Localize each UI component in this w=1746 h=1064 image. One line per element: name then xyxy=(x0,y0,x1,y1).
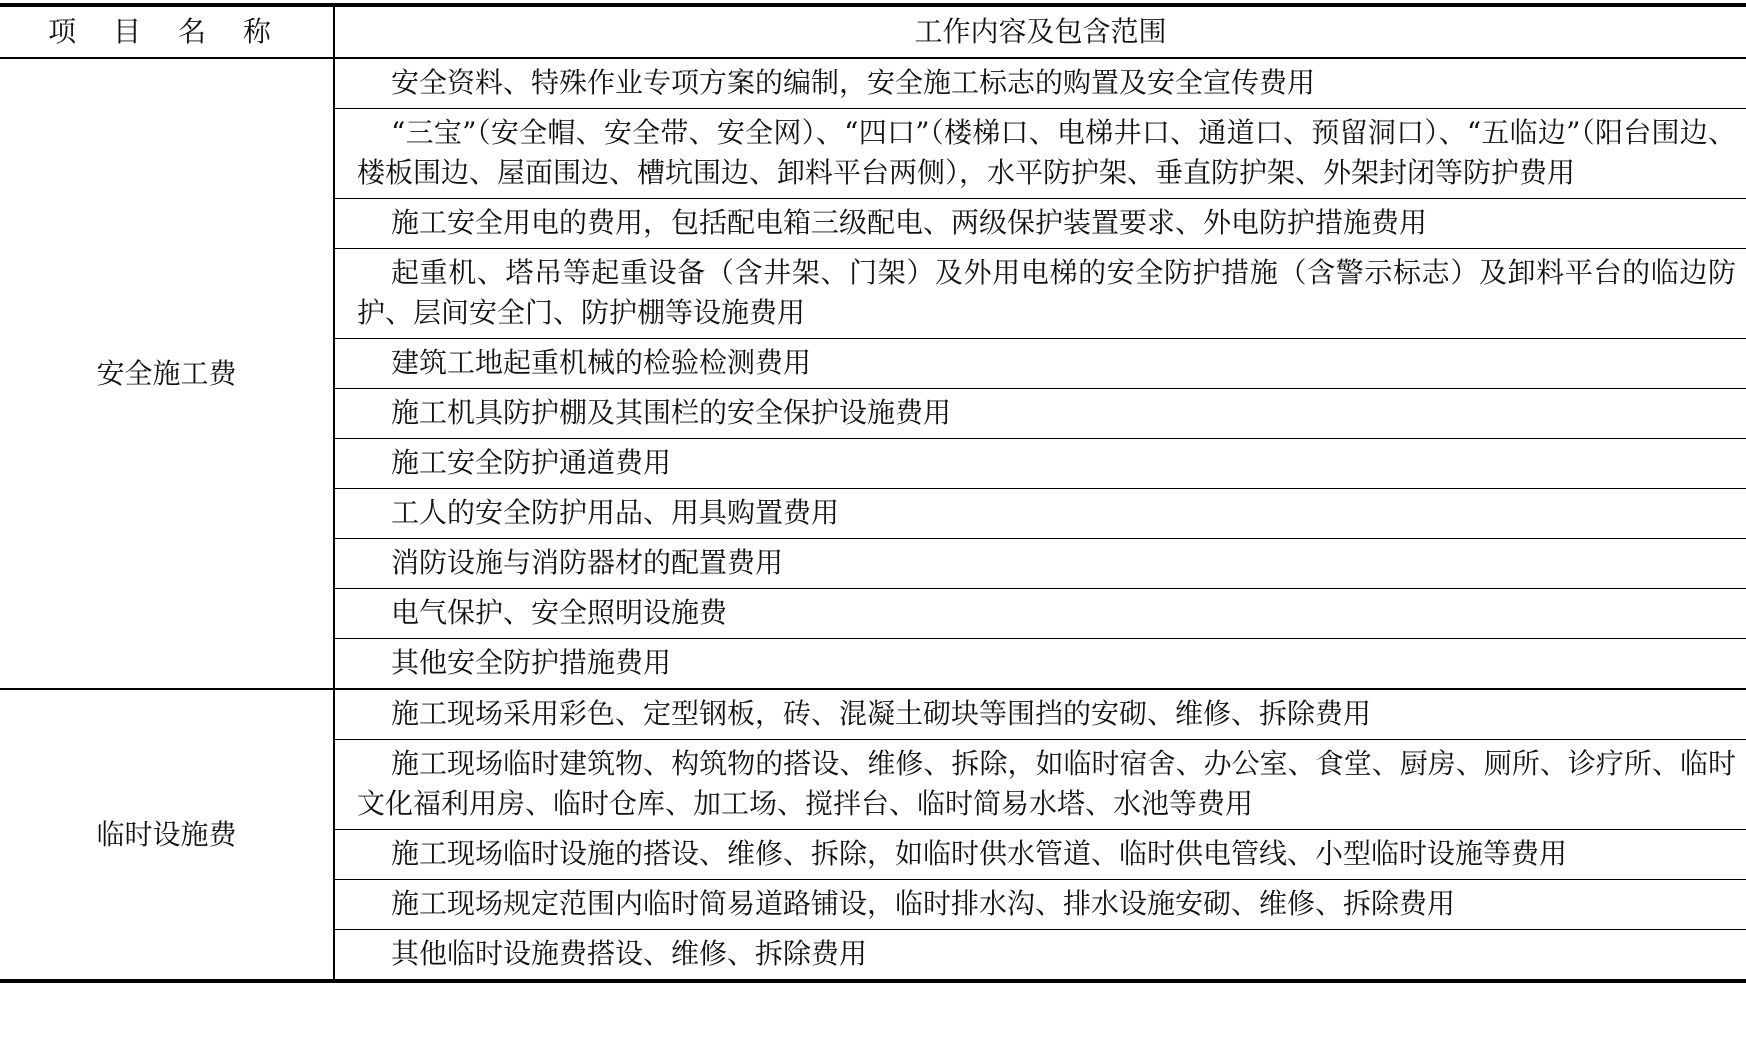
category-cell-temporary-facilities-fee: 临时设施费 xyxy=(0,689,334,981)
content-cell: 施工安全用电的费用，包括配电箱三级配电、两级保护装置要求、外电防护措施费用 xyxy=(334,199,1746,249)
content-cell: “三宝”（安全帽、安全带、安全网）、“四口”（楼梯口、电梯井口、通道口、预留洞口）、“五临边”（阳台围边、楼板围边、屋面围边、槽坑围边、卸料平台两侧），水平防护架、垂直防护架、外架封闭等防护费用 xyxy=(334,109,1746,199)
content-cell: 施工现场规定范围内临时简易道路铺设，临时排水沟、排水设施安砌、维修、拆除费用 xyxy=(334,880,1746,930)
content-cell: 施工安全防护通道费用 xyxy=(334,439,1746,489)
table-header-row xyxy=(0,5,1746,58)
content-cell: 施工机具防护棚及其围栏的安全保护设施费用 xyxy=(334,389,1746,439)
content-cell: 施工现场采用彩色、定型钢板，砖、混凝土砌块等围挡的安砌、维修、拆除费用 xyxy=(334,689,1746,740)
content-cell: 安全资料、特殊作业专项方案的编制，安全施工标志的购置及安全宣传费用 xyxy=(334,58,1746,109)
category-cell-safety-fee: 安全施工费 xyxy=(0,58,334,689)
fee-table xyxy=(0,3,1746,983)
column-header-item-name: 项 目 名 称 xyxy=(0,5,334,58)
content-cell: 其他临时设施费搭设、维修、拆除费用 xyxy=(391,937,868,970)
content-cell: 施工现场临时设施的搭设、维修、拆除，如临时供水管道、临时供电管线、小型临时设施等费用 xyxy=(334,830,1746,880)
column-header-work-scope: 工作内容及包含范围 xyxy=(334,5,1746,58)
table-row xyxy=(0,58,1746,109)
content-cell: 建筑工地起重机械的检验检测费用 xyxy=(334,339,1746,389)
content-cell: 起重机、塔吊等起重设备（含井架、门架）及外用电梯的安全防护措施（含警示标志）及卸料平台的临边防护、层间安全门、防护棚等设施费用 xyxy=(334,249,1746,339)
content-cell: 工人的安全防护用品、用具购置费用 xyxy=(334,489,1746,539)
content-cell: 消防设施与消防器材的配置费用 xyxy=(334,539,1746,589)
table-row xyxy=(0,689,1746,740)
content-cell: 电气保护、安全照明设施费 xyxy=(334,589,1746,639)
content-cell: 施工现场临时建筑物、构筑物的搭设、维修、拆除，如临时宿舍、办公室、食堂、厨房、厕所、诊疗所、临时文化福利用房、临时仓库、加工场、搅拌台、临时简易水塔、水池等费用 xyxy=(334,740,1746,830)
content-cell: 其他安全防护措施费用 xyxy=(334,639,1746,690)
